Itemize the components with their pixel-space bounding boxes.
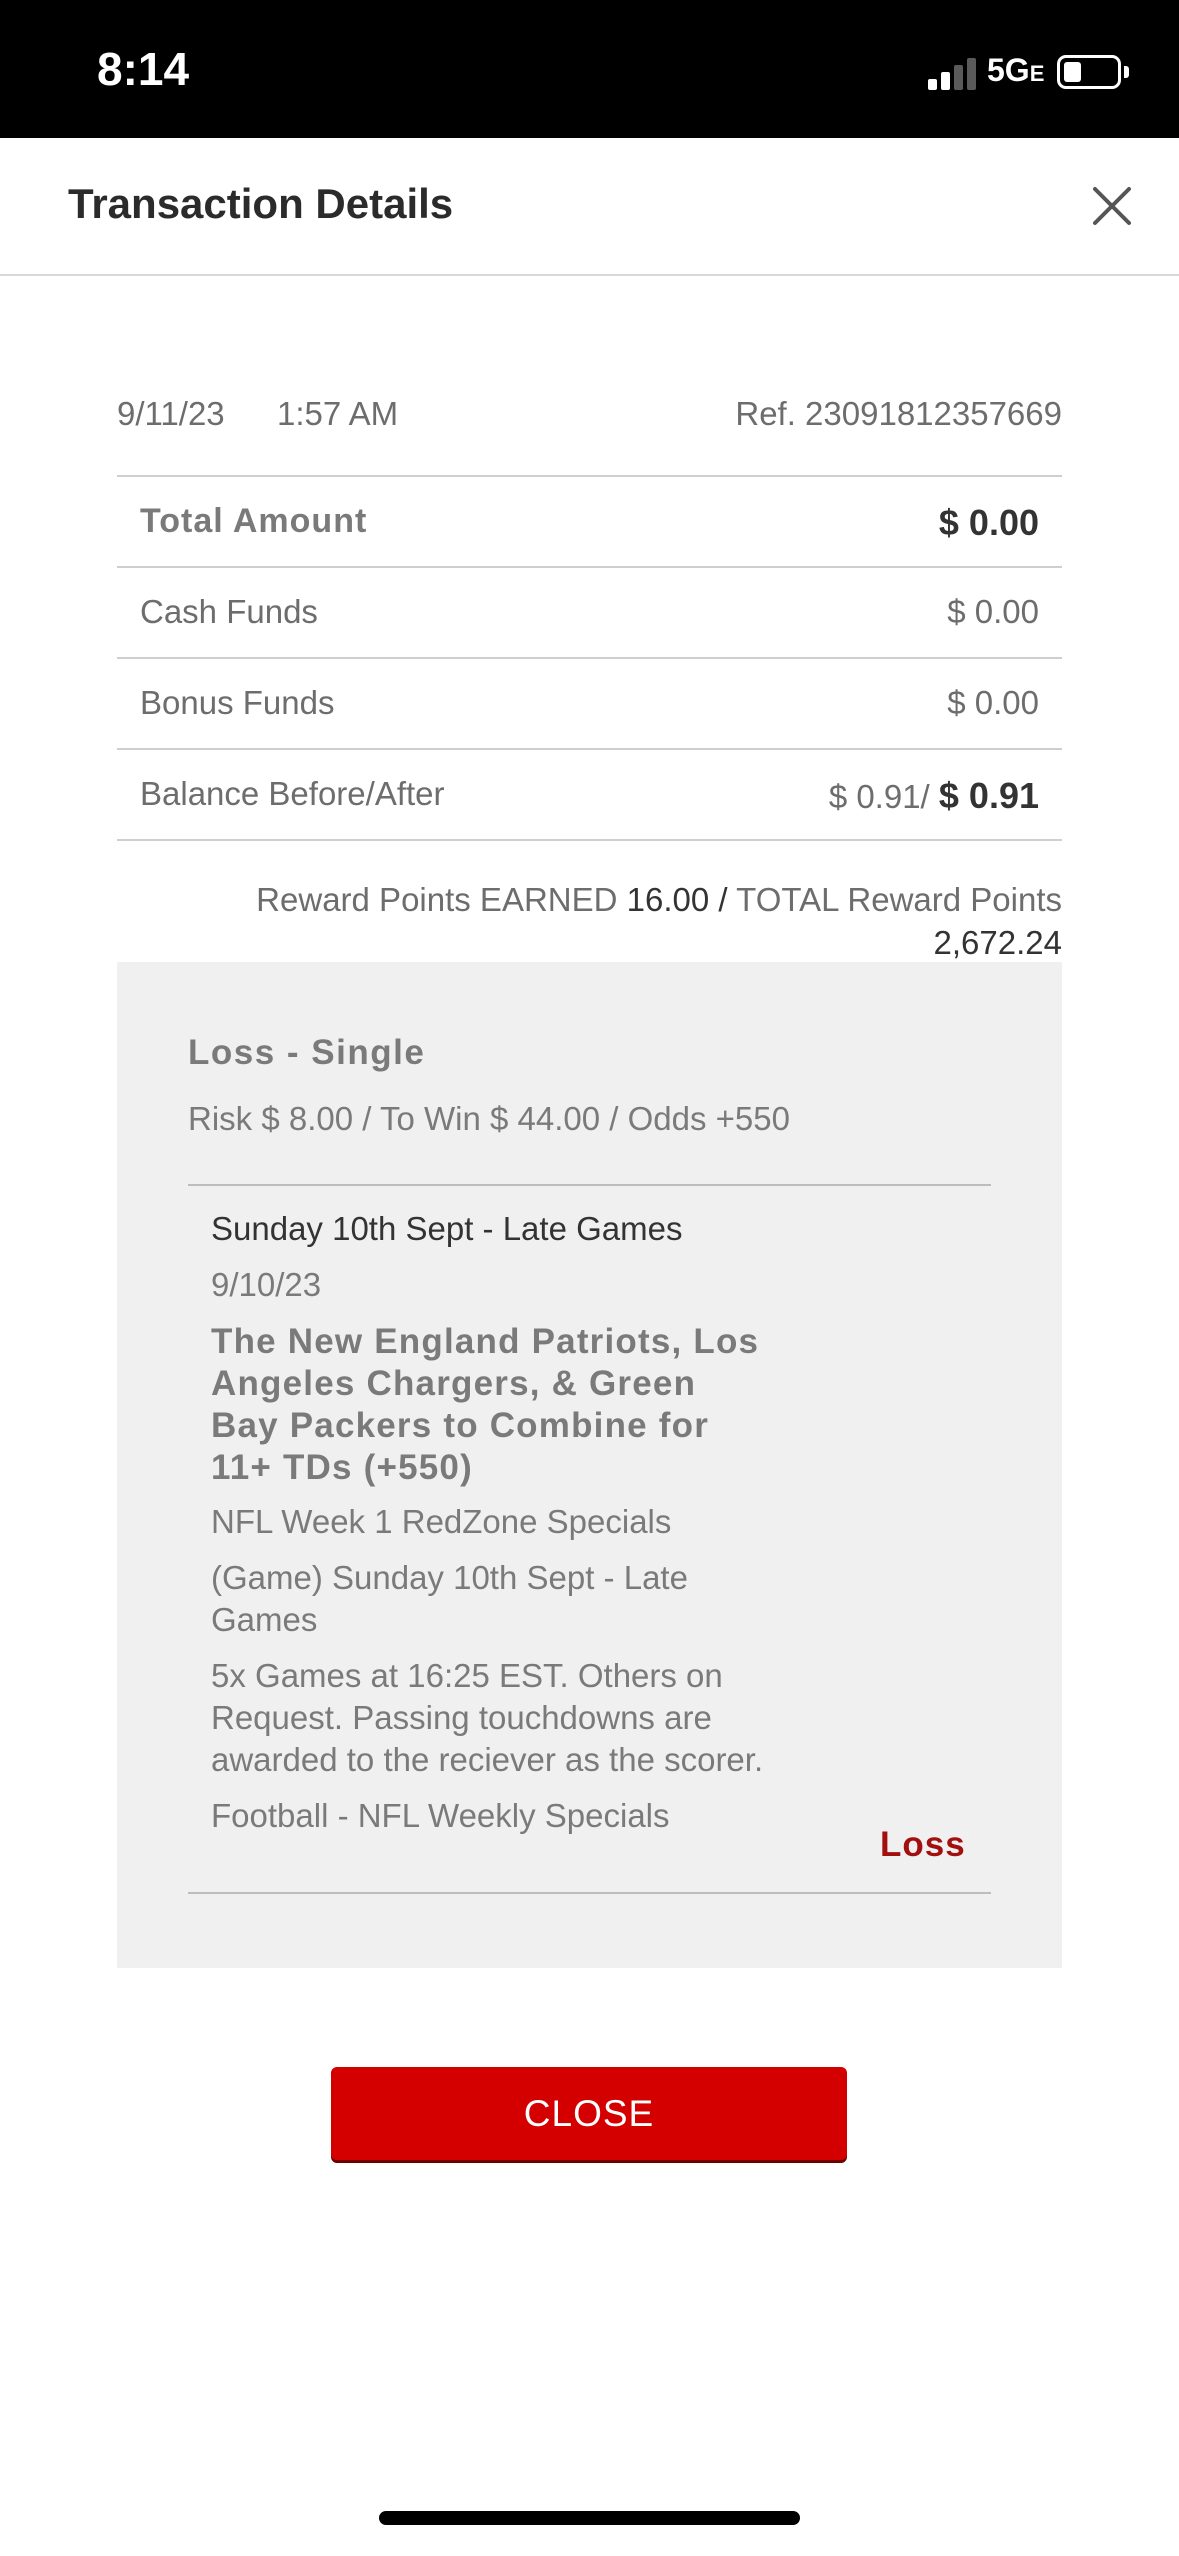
table-row-balance bbox=[117, 750, 1062, 841]
divider bbox=[188, 1184, 991, 1186]
bet-leg bbox=[211, 1207, 771, 1837]
status-time: 8:14 bbox=[97, 43, 190, 95]
bet-summary: Risk $ 8.00 / To Win $ 44.00 / Odds +550 bbox=[188, 1100, 790, 1137]
cash-funds-value: $ 0.00 bbox=[947, 593, 1039, 630]
balance-before: $ 0.91/ bbox=[828, 778, 939, 815]
leg-date: 9/10/23 bbox=[211, 1266, 322, 1303]
page-title: Transaction Details bbox=[68, 180, 454, 227]
leg-event: Sunday 10th Sept - Late Games bbox=[211, 1210, 683, 1247]
total-amount-label: Total Amount bbox=[140, 502, 368, 540]
reward-points bbox=[117, 878, 1062, 964]
home-indicator bbox=[379, 2511, 800, 2525]
cash-funds-label: Cash Funds bbox=[140, 593, 318, 630]
leg-market: NFL Week 1 RedZone Specials bbox=[211, 1503, 672, 1540]
leg-sport: Football - NFL Weekly Specials bbox=[211, 1797, 670, 1834]
leg-result-badge: Loss bbox=[880, 1825, 966, 1864]
leg-notes: 5x Games at 16:25 EST. Others on Request. Passing touchdowns are awarded to the reciever as the scorer. bbox=[211, 1657, 764, 1778]
bonus-funds-label: Bonus Funds bbox=[140, 684, 335, 721]
balance-value bbox=[829, 775, 1039, 817]
total-amount-value: $ 0.00 bbox=[938, 502, 1039, 543]
transaction-ref: Ref. 23091812357669 bbox=[735, 395, 1062, 432]
table-row-total-amount bbox=[117, 477, 1062, 568]
reward-earned-label: Reward Points EARNED bbox=[256, 881, 627, 918]
signal-strength-icon bbox=[928, 56, 978, 90]
modal-header bbox=[0, 138, 1179, 276]
bet-details-panel bbox=[117, 962, 1062, 1968]
bonus-funds-value: $ 0.00 bbox=[947, 684, 1039, 721]
transaction-time: 1:57 AM bbox=[277, 395, 399, 432]
divider bbox=[188, 1892, 991, 1894]
transaction-date: 9/11/23 bbox=[117, 395, 225, 432]
close-button[interactable]: CLOSE bbox=[331, 2067, 847, 2160]
funds-table bbox=[117, 475, 1062, 841]
reward-separator: / bbox=[709, 881, 737, 918]
reward-earned-value: 16.00 bbox=[626, 881, 710, 918]
leg-selection: The New England Patriots, Los Angeles Chargers, & Green Bay Packers to Combine for 11+ TDs (+550) bbox=[211, 1322, 760, 1487]
battery-icon bbox=[1057, 55, 1121, 89]
close-icon[interactable] bbox=[1086, 180, 1138, 232]
leg-game: (Game) Sunday 10th Sept - Late Games bbox=[211, 1559, 688, 1638]
balance-label: Balance Before/After bbox=[140, 775, 445, 812]
table-row-bonus-funds bbox=[117, 659, 1062, 750]
reward-total-value: 2,672.24 bbox=[933, 924, 1062, 961]
bet-type: Loss - Single bbox=[188, 1033, 426, 1072]
table-row-cash-funds bbox=[117, 568, 1062, 659]
reward-total-label: TOTAL Reward Points bbox=[736, 881, 1062, 918]
transaction-meta bbox=[117, 395, 1062, 435]
status-bar bbox=[0, 0, 1179, 138]
network-indicator: 5GE bbox=[987, 52, 1045, 88]
balance-after: $ 0.91 bbox=[938, 775, 1039, 816]
battery-cap bbox=[1124, 66, 1129, 78]
